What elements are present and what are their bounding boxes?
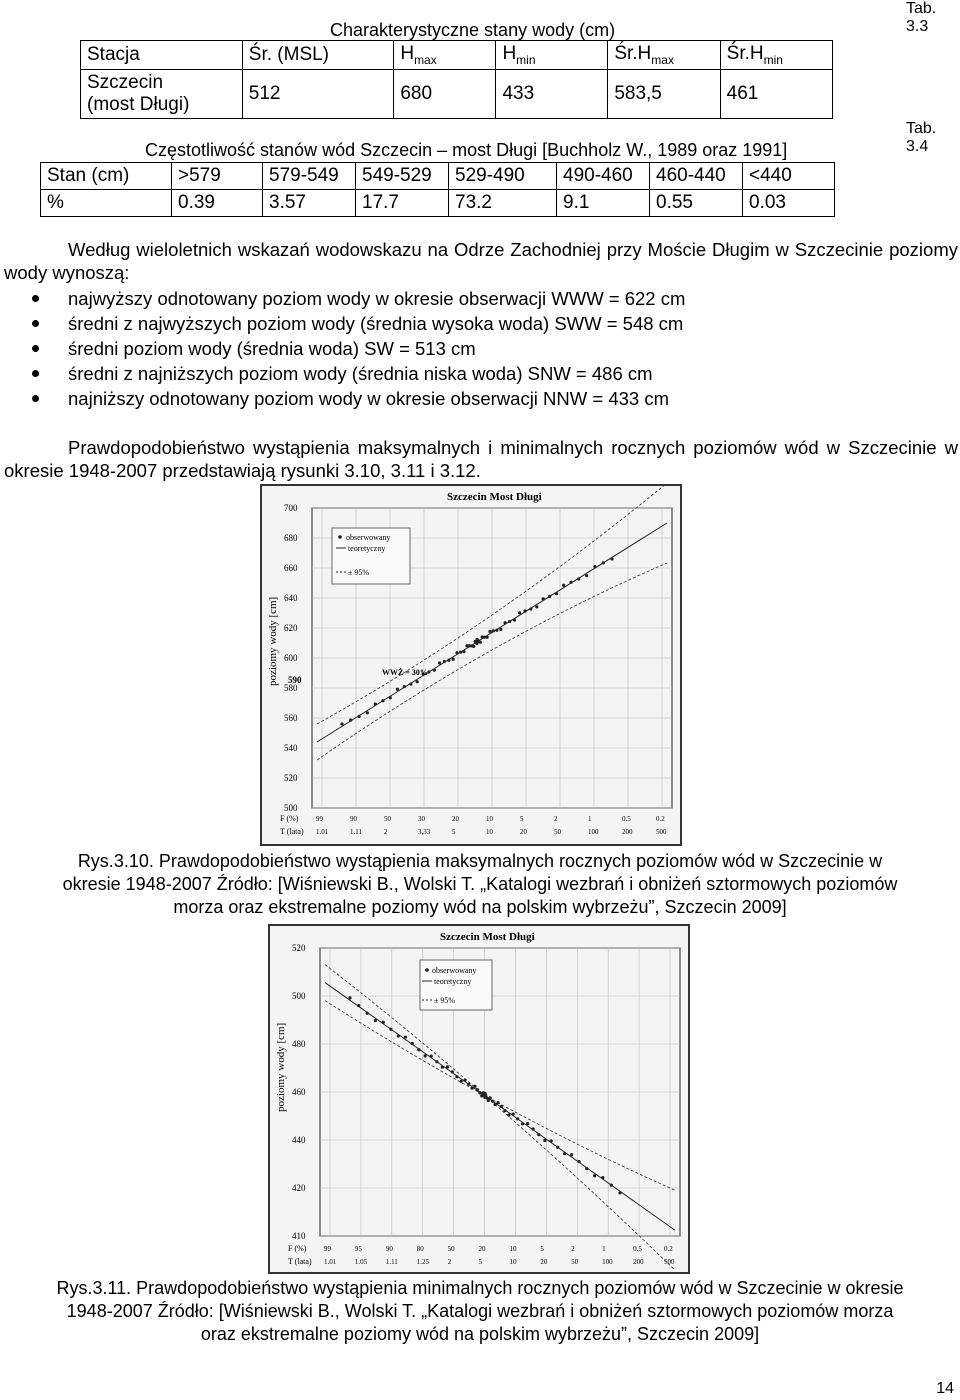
- legend-point-icon: [425, 968, 429, 972]
- observed-point: [396, 688, 399, 691]
- observed-point: [424, 1054, 427, 1057]
- f-tick-label: 2: [571, 1245, 575, 1253]
- observed-point: [618, 1191, 621, 1194]
- caption-fig-3-11: Rys.3.11. Prawdopodobieństwo wystąpienia minimalnych rocznych poziomów wód w Szczecinie w okresie 1948-2007 Źródło: [Wiśniewski B., Wolski T. „Katalogi wezbrań i obniżeń sztormowych poziomów morza oraz ekstremalne poziomy wód na polskim wybrzeżu”, Szczecin 2009]: [56, 1278, 904, 1344]
- f-tick-label: 5: [520, 815, 524, 823]
- x-tick-labels: [324, 1245, 675, 1266]
- y-tick-label: 680: [284, 533, 298, 543]
- y-tick-label: 700: [284, 503, 298, 513]
- observed-point: [485, 636, 488, 639]
- observed-point: [470, 1087, 473, 1090]
- observed-point: [409, 682, 412, 685]
- grid-lines: [320, 948, 680, 1236]
- figure-title: Szczecin Most Długi: [447, 491, 542, 503]
- t-tick-label: 1.25: [416, 1258, 429, 1266]
- observed-point: [610, 557, 613, 560]
- y-tick-label: 540: [284, 743, 298, 753]
- observed-point: [513, 618, 516, 621]
- legend-observed: obserwowany: [432, 966, 477, 975]
- observed-point: [382, 1021, 385, 1024]
- y-tick-labels: [292, 943, 306, 1241]
- station-cell: Szczecin (most Długi): [81, 70, 243, 119]
- observed-point: [473, 1085, 476, 1088]
- observed-point: [495, 629, 498, 632]
- t-tick-label: 50: [554, 828, 561, 836]
- water-levels-list: [30, 286, 930, 411]
- observed-point: [381, 699, 384, 702]
- observed-point: [430, 1054, 433, 1057]
- f-row-label: F (%): [280, 814, 299, 823]
- observed-point: [585, 574, 588, 577]
- observed-point: [417, 1048, 420, 1051]
- observed-point: [433, 669, 436, 672]
- observed-point: [451, 1070, 454, 1073]
- t-tick-label: 2: [384, 828, 388, 836]
- legend-point-icon: [338, 535, 342, 539]
- table-cell: 3.57: [263, 190, 356, 217]
- observed-point: [577, 577, 580, 580]
- f-tick-label: 50: [384, 815, 391, 823]
- f-tick-label: 5: [540, 1245, 544, 1253]
- observed-point: [366, 711, 369, 714]
- bullet-icon: [32, 345, 39, 352]
- f-tick-label: 50: [447, 1245, 455, 1253]
- t-tick-label: 5: [478, 1258, 483, 1266]
- bullet-icon: [32, 395, 39, 402]
- legend-confidence: ± 95%: [348, 568, 370, 577]
- value-cell: 680: [394, 70, 496, 119]
- observed-point: [489, 1096, 492, 1099]
- observed-point: [512, 1112, 515, 1115]
- y-tick-label: 500: [284, 803, 298, 813]
- x-tick-labels: [316, 815, 667, 836]
- f-tick-label: 10: [509, 1245, 517, 1253]
- observed-point: [508, 620, 511, 623]
- table-cell: 0.55: [650, 190, 743, 217]
- observed-point: [443, 660, 446, 663]
- annotation-wwz: WWŻ = 30%: [382, 668, 428, 677]
- observed-point: [503, 1109, 506, 1112]
- table-row: [41, 163, 835, 190]
- y-tick-label: 410: [292, 1231, 306, 1241]
- observed-point: [488, 630, 491, 633]
- f-tick-label: 99: [324, 1245, 331, 1253]
- f-tick-label: 99: [316, 815, 323, 823]
- y-tick-label: 460: [292, 1087, 306, 1097]
- t-tick-label: 1.11: [385, 1258, 398, 1266]
- list-item: średni z najniższych poziom wody (średnia niska woda) SNW = 486 cm: [30, 361, 930, 386]
- t-row-label: T (lata): [280, 827, 304, 836]
- observed-point: [397, 1034, 400, 1037]
- observed-point: [493, 1103, 496, 1106]
- observed-point: [500, 1105, 503, 1108]
- y-tick-label: 620: [284, 623, 298, 633]
- caption-fig-3-10: Rys.3.10. Prawdopodobieństwo wystąpienia maksymalnych rocznych poziomów wód w Szczecinie w okresie 1948-2007 Źródło: [Wiśniewski B., Wolski T. „Katalogi wezbrań i obniżeń sztormowych poziomów morza oraz ekstremalne poziomy wód na polskim wybrzeżu”, Szczecin 2009]: [62, 851, 898, 917]
- f-tick-label: 1: [588, 815, 592, 823]
- t-tick-label: 200: [622, 828, 633, 836]
- t-tick-label: 1.05: [354, 1258, 368, 1266]
- t-tick-label: 1.01: [316, 828, 329, 836]
- y-tick-label: 500: [292, 991, 306, 1001]
- list-item: najniższy odnotowany poziom wody w okresie obserwacji NNW = 433 cm: [30, 386, 930, 411]
- value-cell: 433: [496, 70, 608, 119]
- observed-point: [416, 680, 419, 683]
- t-tick-label: 100: [602, 1258, 613, 1266]
- observed-point: [550, 1139, 553, 1142]
- f-tick-label: 90: [385, 1245, 393, 1253]
- observed-point: [452, 658, 455, 661]
- tab-3-3-ref: Tab. 3.3: [906, 0, 937, 35]
- observed-point: [563, 1152, 566, 1155]
- value-cell: 512: [242, 70, 394, 119]
- f-tick-label: 30: [418, 815, 425, 823]
- observed-point: [569, 581, 572, 584]
- paragraph-water-levels: [4, 238, 958, 284]
- observed-point: [411, 1042, 414, 1045]
- t-tick-label: 20: [540, 1258, 548, 1266]
- tab-3-4-ref: Tab. 3.4: [906, 120, 937, 155]
- observed-point: [610, 1184, 613, 1187]
- observed-point: [556, 1146, 559, 1149]
- header-cell: $Śr.H_{max}$: [608, 41, 720, 70]
- observed-point: [479, 641, 482, 644]
- table-cell: %: [41, 190, 172, 217]
- table-cell: Stan (cm): [41, 163, 172, 190]
- observed-point: [593, 565, 596, 568]
- observed-point: [374, 1019, 377, 1022]
- value-cell: 461: [720, 70, 832, 119]
- observed-point: [459, 650, 462, 653]
- observed-point: [389, 1028, 392, 1031]
- probability-chart-max: [262, 486, 680, 844]
- f-tick-label: 0.5: [633, 1245, 642, 1253]
- observed-point: [543, 1139, 546, 1142]
- header-cell: Śr. (MSL): [242, 41, 394, 70]
- f-row-label: F (%): [288, 1244, 307, 1253]
- legend-theoretical: teoretyczny: [348, 544, 386, 553]
- observed-point: [526, 1122, 529, 1125]
- list-item: najwyższy odnotowany poziom wody w okresie obserwacji WWW = 622 cm: [30, 286, 930, 311]
- table-cell: 460-440: [650, 163, 743, 190]
- observed-point: [542, 597, 545, 600]
- list-item: średni z najwyższych poziom wody (średnia wysoka woda) SWW = 548 cm: [30, 311, 930, 336]
- table-cell: >579: [172, 163, 263, 190]
- table-cell: <440: [743, 163, 835, 190]
- observed-point: [455, 651, 458, 654]
- t-tick-label: 3,33: [418, 828, 431, 836]
- bullet-icon: [32, 370, 39, 377]
- observed-point: [570, 1153, 573, 1156]
- t-tick-label: 500: [656, 828, 667, 836]
- observed-point: [455, 1075, 458, 1078]
- observed-point: [446, 1065, 449, 1068]
- observed-point: [523, 609, 526, 612]
- table-cell: 73.2: [449, 190, 557, 217]
- f-tick-label: 20: [452, 815, 459, 823]
- observed-point: [521, 1122, 524, 1125]
- t-tick-label: 1.11: [350, 828, 362, 836]
- observed-point: [548, 595, 551, 598]
- observed-point: [504, 621, 507, 624]
- list-item: średni poziom wody (średnia woda) SW = 513 cm: [30, 336, 930, 361]
- y-axis-label: poziomy wody [cm]: [267, 596, 279, 686]
- observed-point: [537, 1133, 540, 1136]
- observed-point: [438, 661, 441, 664]
- observed-point: [472, 645, 475, 648]
- t-tick-label: 1.01: [324, 1258, 337, 1266]
- observed-point: [577, 1160, 580, 1163]
- observed-point: [585, 1167, 588, 1170]
- observed-point: [447, 659, 450, 662]
- observed-point: [374, 702, 377, 705]
- confidence-lower: [325, 1001, 675, 1191]
- observed-point: [518, 611, 521, 614]
- f-tick-label: 0.2: [656, 815, 665, 823]
- y-tick-label: 640: [284, 593, 298, 603]
- header-cell: $H_{max}$: [394, 41, 496, 70]
- observed-point: [492, 629, 495, 632]
- observed-point: [357, 1004, 360, 1007]
- bullet-icon: [32, 295, 39, 302]
- observed-point: [366, 1012, 369, 1015]
- table-cell: 9.1: [557, 190, 650, 217]
- f-tick-label: 2: [554, 815, 558, 823]
- tab-3-3-title: Charakterystyczne stany wody (cm): [330, 20, 616, 40]
- observed-point: [348, 996, 351, 999]
- tab-3-4-title: Częstotliwość stanów wód Szczecin – most Długi [Buchholz W., 1989 oraz 1991]: [145, 140, 788, 160]
- f-tick-label: 10: [486, 815, 493, 823]
- table-cell: 0.03: [743, 190, 835, 217]
- observed-point: [601, 1176, 604, 1179]
- probability-chart-min: [270, 926, 688, 1272]
- legend-confidence: ± 95%: [434, 996, 456, 1005]
- f-tick-label: 1: [602, 1245, 606, 1253]
- observed-point: [516, 1117, 519, 1120]
- t-tick-label: 20: [520, 828, 527, 836]
- table-characteristic-water-levels: [80, 40, 833, 119]
- f-tick-label: 80: [416, 1245, 424, 1253]
- t-tick-label: 50: [571, 1258, 579, 1266]
- observed-point: [491, 1099, 494, 1102]
- observed-point: [349, 719, 352, 722]
- f-tick-label: 0.2: [664, 1245, 673, 1253]
- f-tick-label: 95: [354, 1245, 362, 1253]
- y-tick-label: 660: [284, 563, 298, 573]
- table-cell: 17.7: [356, 190, 449, 217]
- observed-point: [562, 584, 565, 587]
- table-header-row: [81, 41, 833, 70]
- observed-point: [496, 1101, 499, 1104]
- y-tick-label: 420: [292, 1183, 306, 1193]
- table-cell: 549-529: [356, 163, 449, 190]
- value-cell: 583,5: [608, 70, 720, 119]
- y-tick-label: 520: [292, 943, 306, 953]
- y-axis-label: poziomy wody [cm]: [275, 1022, 287, 1112]
- observed-point: [441, 1066, 444, 1069]
- t-row-label: T (lata): [288, 1257, 312, 1266]
- page-number: 14: [936, 1380, 954, 1397]
- y-tick-label: 520: [284, 773, 298, 783]
- observed-point: [478, 1091, 481, 1094]
- y-tick-label: 440: [292, 1135, 306, 1145]
- observed-point: [404, 1035, 407, 1038]
- observed-point: [593, 1174, 596, 1177]
- t-tick-label: 200: [633, 1258, 644, 1266]
- observed-point: [340, 722, 343, 725]
- header-cell: $H_{min}$: [496, 41, 608, 70]
- confidence-upper: [325, 965, 675, 1271]
- legend-observed: obserwowany: [346, 533, 391, 542]
- observed-point: [529, 607, 532, 610]
- f-tick-label: 90: [350, 815, 357, 823]
- observed-point: [460, 1080, 463, 1083]
- observed-point: [389, 696, 392, 699]
- observed-point: [467, 1083, 470, 1086]
- y-tick-label: 580: [284, 683, 298, 693]
- header-cell: $Śr.H_{min}$: [720, 41, 832, 70]
- t-tick-label: 100: [588, 828, 599, 836]
- theoretical-curves: [325, 965, 675, 1271]
- paragraph-probability: [4, 436, 958, 482]
- header-cell: Stacja: [81, 41, 243, 70]
- observed-point: [602, 561, 605, 564]
- observed-point: [507, 1113, 510, 1116]
- legend-theoretical: teoretyczny: [434, 977, 472, 986]
- observed-point: [462, 650, 465, 653]
- table-row: [81, 70, 833, 119]
- observed-points: [348, 996, 621, 1194]
- observed-point: [555, 592, 558, 595]
- figure-title: Szczecin Most Długi: [440, 931, 535, 943]
- observed-point: [358, 715, 361, 718]
- t-tick-label: 2: [447, 1258, 452, 1266]
- y-tick-label: 560: [284, 713, 298, 723]
- y-tick-label: 600: [284, 653, 298, 663]
- t-tick-label: 10: [486, 828, 493, 836]
- paragraph-text: Prawdopodobieństwo wystąpienia maksymalnych i minimalnych rocznych poziomów wód w Szczecinie w okresie 1948-2007 przedstawiają rysunki 3.10, 3.11 i 3.12.: [4, 437, 958, 481]
- table-cell: 529-490: [449, 163, 557, 190]
- f-tick-label: 0.5: [622, 815, 631, 823]
- f-tick-label: 20: [478, 1245, 486, 1253]
- observed-point: [487, 1099, 490, 1102]
- mark-590: 590: [288, 675, 302, 685]
- observed-point: [476, 1088, 479, 1091]
- t-tick-label: 5: [452, 828, 456, 836]
- observed-point: [535, 605, 538, 608]
- observed-point: [435, 1060, 438, 1063]
- t-tick-label: 10: [509, 1258, 517, 1266]
- table-cell: 0.39: [172, 190, 263, 217]
- observed-point: [499, 628, 502, 631]
- t-tick-label: 500: [664, 1258, 675, 1266]
- table-cell: 579-549: [263, 163, 356, 190]
- y-tick-labels: [284, 503, 298, 813]
- paragraph-text: Według wieloletnich wskazań wodowskazu na Odrze Zachodniej przy Moście Długim w Szczecinie poziomy wody wynoszą:: [4, 239, 958, 283]
- observed-point: [531, 1127, 534, 1130]
- bullet-icon: [32, 320, 39, 327]
- observed-point: [403, 685, 406, 688]
- table-frequency-water-levels: [40, 162, 835, 217]
- table-cell: 490-460: [557, 163, 650, 190]
- figure-min-water-levels: [268, 924, 690, 1274]
- observed-point: [463, 1078, 466, 1081]
- table-row: [41, 190, 835, 217]
- figure-max-water-levels: [260, 484, 682, 846]
- y-tick-label: 480: [292, 1039, 306, 1049]
